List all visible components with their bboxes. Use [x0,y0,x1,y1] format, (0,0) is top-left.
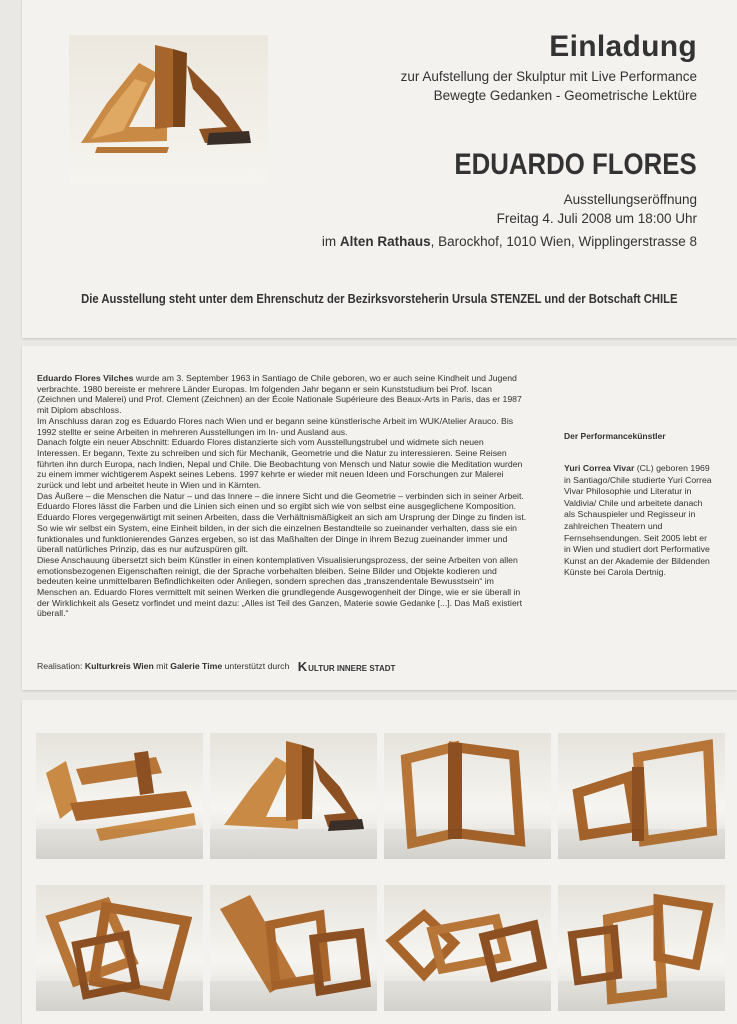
venue-line [322,234,697,249]
bio-paragraph-6: Diese Anschauung übersetzt sich beim Künstler in einen kontemplativen Visualisierungsprozess, der seine Arbeiten von allen emotionsbezogenen Eigenschaften reinigt, die der Sprache vorbehalten bleiben. Seine Bilder und Objekte kodieren und bedeuten keine unmittelbaren Befindlichkeiten oder Anliegen, sondern sprechen das „transzendentale Bewusstsein“ im Menschen an. Eduardo Flores vermittelt mit seinen Werken die grundlegende Ausgewogenheit der Dinge, wie er sie überall in der Wirklichkeit als Gesetz vorfindet und meint dazu: „Alles ist Teil des Ganzen, Materie sowie Gedanke [...]. Das Maß existiert überall.“ [37,554,523,619]
credit-org-1: Kulturkreis Wien [84,660,154,671]
gallery-photo-5 [36,885,203,1011]
kultur-innere-stadt-logo: KULTUR INNERE STADT [297,659,396,674]
invitation-subtitle-1: zur Aufstellung der Skulptur mit Live Performance [400,69,697,84]
gallery-photo-8 [558,885,725,1011]
gallery-photo-4 [558,733,725,859]
gallery-photo-1 [36,733,203,859]
biography-card [22,346,737,690]
gallery-photo-7 [384,885,551,1011]
venue-name: Alten Rathaus [339,234,431,249]
bio-artist-name: Eduardo Flores Vilches [37,373,134,383]
opening-label: Ausstellungseröffnung [563,192,697,207]
venue-address: , Barockhof, 1010 Wien, Wipplingerstrasse 8 [430,234,697,249]
gallery-photo-2 [210,733,377,859]
bio-paragraph-3: Danach folgte ein neuer Abschnitt: Eduardo Flores distanzierte sich vom Ausstellungstrubel und widmete sich neuen Interessen. Er begann, Texte zu schreiben und sich für Mechanik, Geometrie und die Natur zu interessieren. Seine Reisen führten ihn durch Europa, nach Indien, Nepal und Chile. Die Beobachtung von Mensch und Natur sowie die Meditation wurden zu einem immer wichtigerem Aspekt seines Lebens. 1997 kehrte er wieder mit neuen Ideen und Forschungen zur Malerei zurück und lebt und arbeitet heute in Wien und in Kärnten. [37,437,523,491]
opening-date: Freitag 4. Juli 2008 um 18:00 Uhr [496,211,697,226]
artist-name: EDUARDO FLORES [454,148,697,181]
invitation-card [22,0,737,338]
artist-biography [37,373,529,619]
hero-sculpture-photo [69,35,268,184]
invitation-title: Einladung [549,30,697,63]
performer-name: Yuri Correa Vivar [564,463,635,473]
bio-paragraph-1: Eduardo Flores Vilches wurde am 3. September 1963 in Santiago de Chile geboren, wo er auch seine Kindheit und Jugend verbrachte. 1980 bereiste er mehrere Länder Europas. Im folgenden Jahr begann er sein Kunststudium bei Prof. Iscan (Zeichnen und Malerei) und Prof. Clement (Zeichnen) an der École Nationale Supérieure des Beaux-Arts in Paris, das er 1987 mit Diplom abschloss. [37,373,522,416]
bio-paragraph-2: Im Anschluss daran zog es Eduardo Flores nach Wien und er begann seine künstlerische Arbeit im WUK/Atelier Arauco. Bis 1992 stellte er seine Arbeiten in mehreren Ausstellungen im In- und Ausland aus. [37,415,514,437]
performer-heading: Der Performancekünstler [564,431,666,441]
patronage-text: Die Ausstellung steht unter dem Ehrenschutz der Bezirksvorsteherin Ursula STENZEL und der Botschaft CHILE [81,292,678,306]
venue-prefix: im [321,234,340,249]
bio-paragraph-4: Das Äußere – die Menschen die Natur – und das Innere – die innere Sicht und die Geometrie – verbinden sich in seiner Arbeit. Eduardo Flores lässt die Farben und die Linien sich einen und so ergibt sich wie von selbst eine ausgeglichene Komposition. [37,490,524,512]
bio-paragraph-5: Eduardo Flores vergegenwärtigt mit seinen Arbeiten, dass die Verhältnismäßigkeit an sich am Ursprung der Dinge zu finden ist. So wie wir selbst ein System, eine Einheit bilden, in der sich die einzelnen Bestandteile so zueinander verhalten, dass sie ein funktionales und funktionierendes Ganzes ergeben, so ist das Maßhalten der Dinge in ihrem Bezug zueinander immer und überall natürliches Prinzip, das es nur aufzuspüren gilt. [37,512,527,555]
credit-org-2: Galerie Time [170,660,223,671]
gallery-photo-3 [384,733,551,859]
gallery-photo-6 [210,885,377,1011]
credits-line: Realisation: Kulturkreis Wien mit Galerie Time unterstützt durch KULTUR INNERE STADT [37,659,396,674]
performer-biography: Yuri Correa Vivar (CL) geboren 1969 in Santiago/Chile studierte Yuri Correa Vivar Philosophie und Literatur in Valdivia/ Chile und arbeitete danach als Schauspieler und Regisseur in zahlreichen Theatern und Fernsehsendungen. Seit 2005 lebt er in Wien und studiert dort Performative Kunst an der Akademie der Bildenden Künste bei Carola Dertnig. [564,463,712,578]
patronage-line [22,292,737,306]
invitation-subtitle-2: Bewegte Gedanken - Geometrische Lektüre [433,88,697,103]
sculpture-gallery-card [22,700,737,1024]
